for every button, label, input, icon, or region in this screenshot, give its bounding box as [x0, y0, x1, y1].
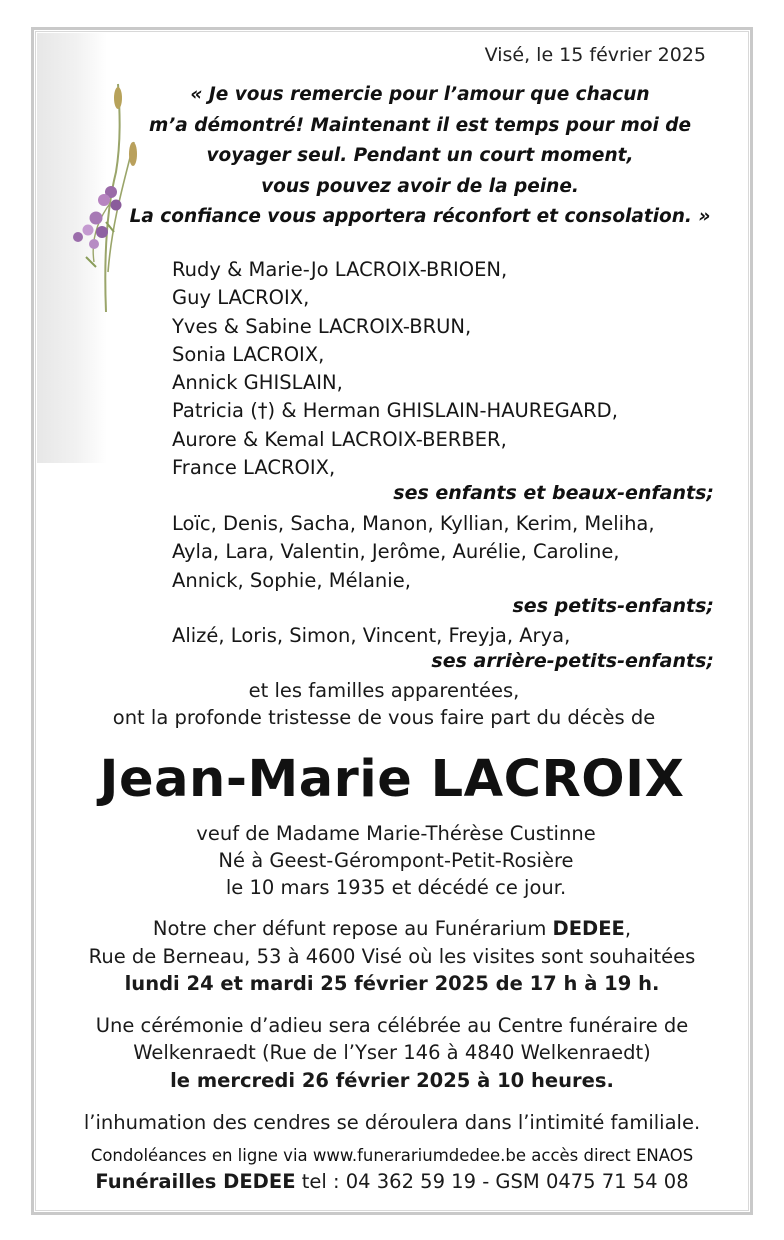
family-member: Sonia LACROIX,: [172, 342, 325, 366]
burial-line: l’inhumation des cendres se déroulera dans l’intimité familiale.: [83, 1111, 701, 1134]
funeral-home-name: DEDEE: [552, 917, 625, 940]
announcement-line: ont la profonde tristesse de vous faire part du décès de: [112, 706, 656, 729]
quote-line: m’a démontré! Maintenant il est temps pour moi de: [148, 114, 692, 136]
visitation-times: lundi 24 et mardi 25 février 2025 de 17 h à 19 h.: [124, 972, 660, 995]
quote-line: « Je vous remercie pour l’amour que chacun: [190, 84, 650, 105]
family-member: Annick GHISLAIN,: [172, 371, 343, 395]
families-line: et les familles apparentées,: [248, 679, 520, 702]
deceased-name: Jean-Marie LACROIX: [99, 750, 685, 809]
visitation-line-2: Rue de Berneau, 53 à 4600 Visé où les visites sont souhaitées: [88, 945, 696, 968]
quote-block: [100, 80, 740, 233]
children-list: [172, 256, 618, 482]
visitation-text: Notre cher défunt repose au Funérarium: [152, 917, 553, 940]
quote-line: La confiance vous apportera réconfort et consolation. »: [129, 206, 711, 227]
family-member: Alizé, Loris, Simon, Vincent, Freyja, Arya,: [172, 624, 571, 647]
announcement-date: Visé, le 15 février 2025: [484, 44, 706, 66]
ceremony-date: le mercredi 26 février 2025 à 10 heures.: [170, 1069, 614, 1092]
family-member: Patricia (†) & Herman GHISLAIN-HAUREGARD,: [172, 399, 618, 423]
family-member: Guy LACROIX,: [172, 286, 310, 310]
company-name: Funérailles DEDEE: [95, 1170, 296, 1193]
grandchildren-label: ses petits-enfants;: [512, 595, 714, 617]
quote-line: voyager seul. Pendant un court moment,: [206, 145, 634, 166]
grandchildren-list: [172, 510, 655, 595]
ceremony-line-1: Une cérémonie d’adieu sera célébrée au Centre funéraire de: [95, 1014, 689, 1037]
children-label: ses enfants et beaux-enfants;: [393, 482, 714, 504]
family-member: France LACROIX,: [172, 456, 336, 480]
family-member: Yves & Sabine LACROIX-BRUN,: [172, 314, 472, 338]
condolences-line: Condoléances en ligne via www.funerariumdedee.be accès direct ENAOS: [90, 1146, 694, 1165]
family-member: Rudy & Marie-Jo LACROIX-BRIOEN,: [172, 258, 508, 281]
dates-line: le 10 mars 1935 et décédé ce jour.: [225, 876, 567, 899]
birth-line: Né à Geest-Gérompont-Petit-Rosière: [218, 849, 574, 872]
widower-line: veuf de Madame Marie-Thérèse Custinne: [196, 822, 596, 845]
visitation-line-1: [0, 916, 784, 943]
family-member: Ayla, Lara, Valentin, Jerôme, Aurélie, Caroline,: [172, 540, 620, 564]
great-grandchildren-list: [172, 622, 570, 650]
great-grandchildren-label: ses arrière-petits-enfants;: [431, 650, 714, 672]
quote-line: vous pouvez avoir de la peine.: [261, 175, 579, 197]
family-member: Aurore & Kemal LACROIX-BERBER,: [172, 427, 507, 451]
family-member: Annick, Sophie, Mélanie,: [172, 568, 411, 592]
footer-contact: [0, 1169, 784, 1196]
phone-numbers: tel : 04 362 59 19 - GSM 0475 71 54 08: [295, 1170, 689, 1193]
visitation-comma: ,: [624, 917, 632, 940]
family-member: Loïc, Denis, Sacha, Manon, Kyllian, Kerim, Meliha,: [172, 512, 655, 535]
ceremony-line-2: Welkenraedt (Rue de l’Yser 146 à 4840 Welkenraedt): [133, 1041, 651, 1064]
